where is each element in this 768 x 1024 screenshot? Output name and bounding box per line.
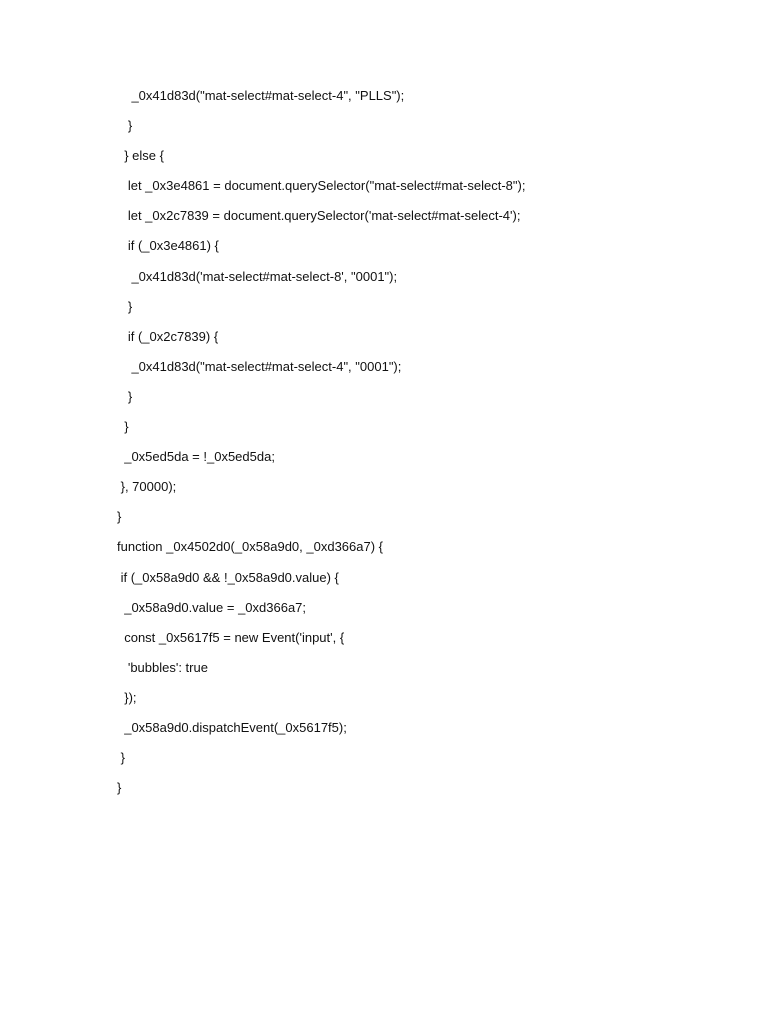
code-line: });: [117, 689, 137, 705]
code-line: _0x58a9d0.value = _0xd366a7;: [117, 599, 307, 615]
code-line: function _0x4502d0(_0x58a9d0, _0xd366a7) {: [117, 539, 383, 555]
code-line: }: [117, 780, 122, 796]
code-block: [117, 85, 737, 807]
code-line: _0x41d83d('mat-select#mat-select-8', "0001");: [117, 268, 398, 284]
code-line: _0x5ed5da = !_0x5ed5da;: [117, 449, 275, 465]
code-line: }: [117, 419, 129, 435]
code-line: if (_0x3e4861) {: [117, 238, 219, 254]
code-line: if (_0x58a9d0 && !_0x58a9d0.value) {: [117, 569, 339, 585]
code-line: if (_0x2c7839) {: [117, 328, 219, 344]
code-line: _0x58a9d0.dispatchEvent(_0x5617f5);: [117, 719, 347, 735]
code-line: _0x41d83d("mat-select#mat-select-4", "0001");: [117, 358, 402, 374]
code-line: }: [117, 750, 125, 766]
code-line: }: [117, 388, 133, 404]
code-line: 'bubbles': true: [117, 659, 208, 675]
code-line: const _0x5617f5 = new Event('input', {: [117, 629, 345, 645]
code-line: }: [117, 509, 122, 525]
code-line: }, 70000);: [117, 479, 177, 495]
code-line: _0x41d83d("mat-select#mat-select-4", "PLLS");: [117, 88, 405, 103]
code-line: } else {: [117, 148, 164, 164]
code-line: }: [117, 118, 133, 134]
code-line: let _0x3e4861 = document.querySelector("mat-select#mat-select-8");: [117, 178, 526, 194]
code-line: let _0x2c7839 = document.querySelector('mat-select#mat-select-4');: [117, 208, 521, 224]
code-line: }: [117, 298, 133, 314]
